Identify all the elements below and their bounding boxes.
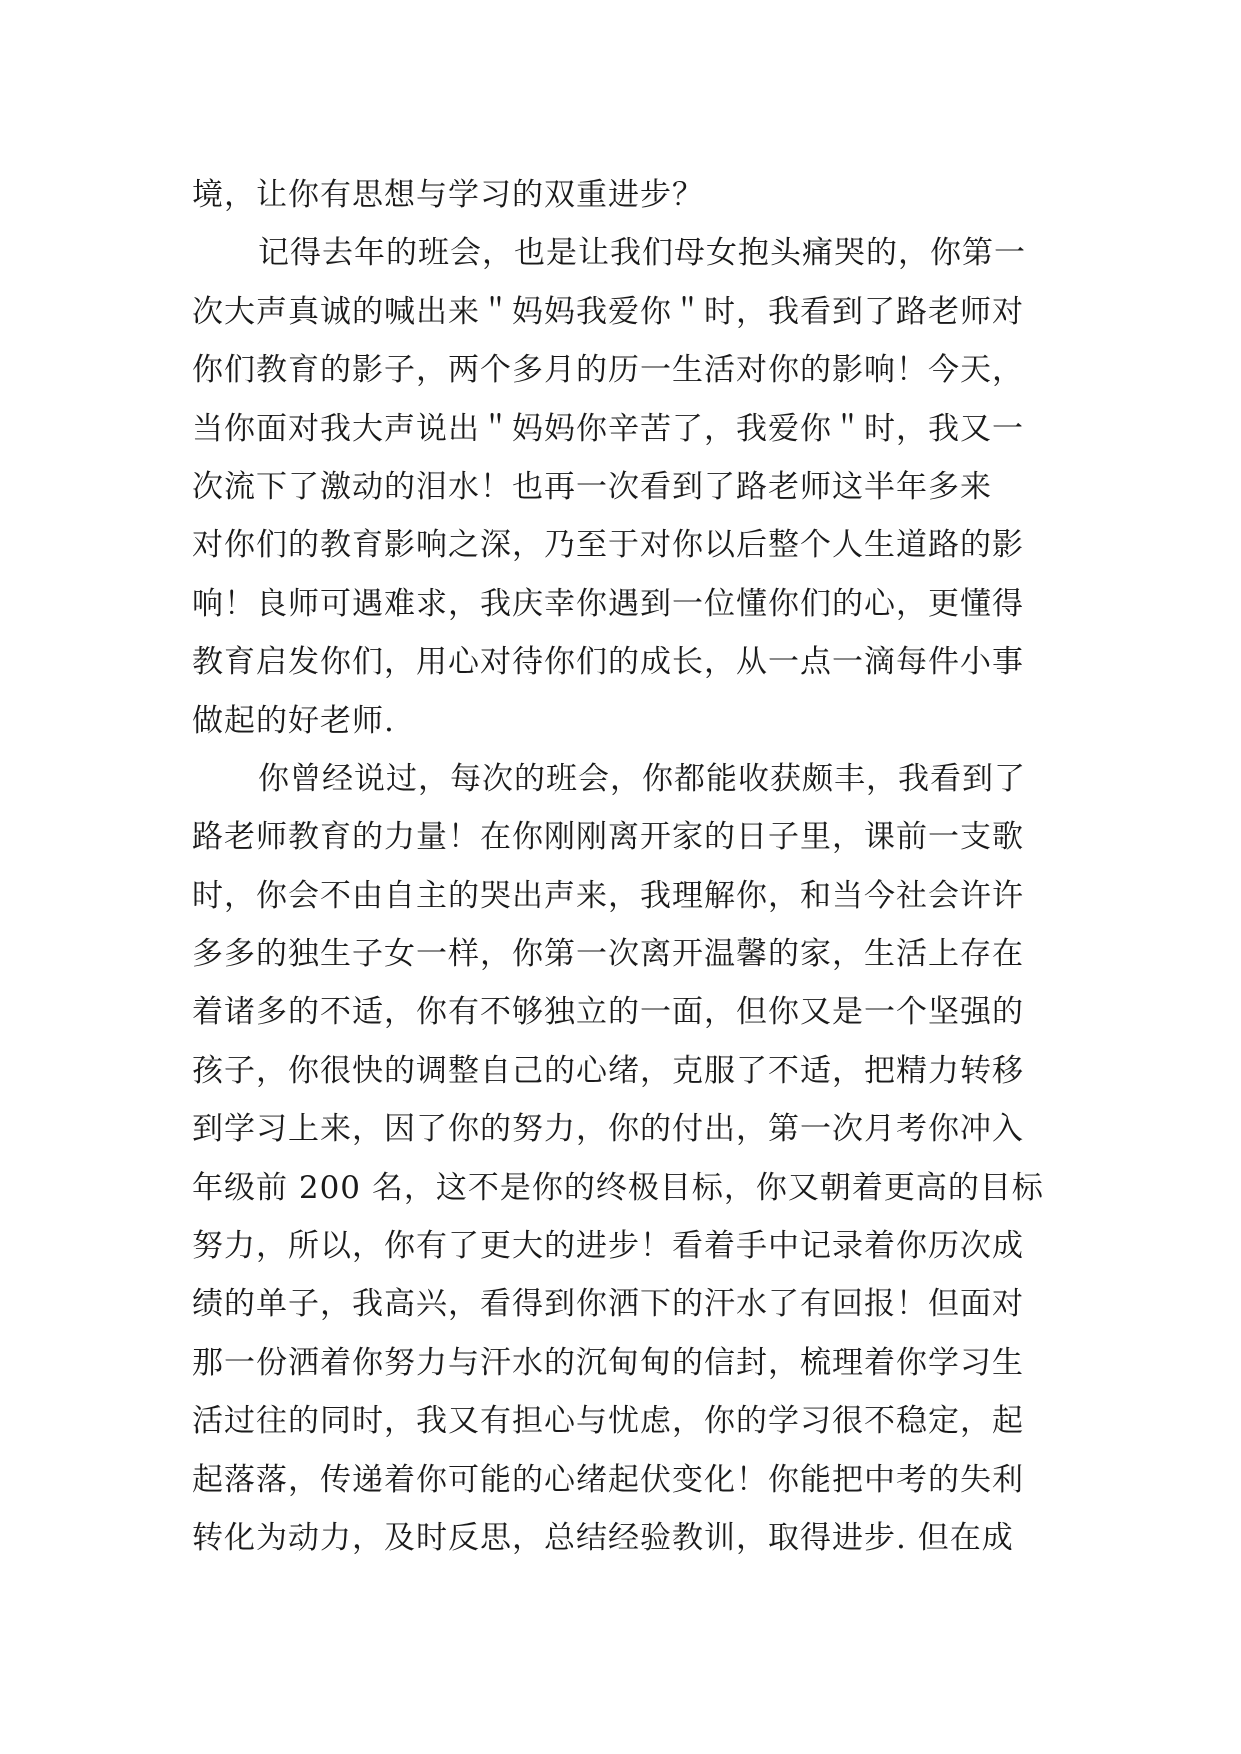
text-line: 路老师教育的力量！在你刚刚离开家的日子里，课前一支歌	[192, 819, 1024, 856]
text-line: 响！良师可遇难求，我庆幸你遇到一位懂你们的心，更懂得	[192, 585, 1024, 622]
paragraph-start-line: 你曾经说过，每次的班会，你都能收获颇丰，我看到了	[258, 760, 1026, 797]
text-line: 你们教育的影子，两个多月的历一生活对你的影响！今天，	[192, 352, 1024, 389]
text-line: 当你面对我大声说出＂妈妈你辛苦了，我爱你＂时，我又一	[192, 410, 1024, 447]
text-line: 到学习上来，因了你的努力，你的付出，第一次月考你冲入	[192, 1111, 1024, 1148]
text-line: 年级前 200 名，这不是你的终极目标，你又朝着更高的目标	[192, 1169, 1044, 1206]
text-line: 对你们的教育影响之深，乃至于对你以后整个人生道路的影	[192, 527, 1024, 564]
text-line: 多多的独生子女一样，你第一次离开温馨的家，生活上存在	[192, 936, 1024, 973]
text-line: 那一份洒着你努力与汗水的沉甸甸的信封，梳理着你学习生	[192, 1344, 1024, 1381]
text-line: 次流下了激动的泪水！也再一次看到了路老师这半年多来	[192, 468, 992, 505]
text-line: 起落落，传递着你可能的心绪起伏变化！你能把中考的失利	[192, 1461, 1024, 1498]
body-text	[192, 166, 1052, 1567]
text-line: 绩的单子，我高兴，看得到你洒下的汗水了有回报！但面对	[192, 1286, 1024, 1323]
text-line: 次大声真诚的喊出来＂妈妈我爱你＂时，我看到了路老师对	[192, 293, 1024, 330]
text-line: 着诸多的不适，你有不够独立的一面，但你又是一个坚强的	[192, 994, 1024, 1031]
text-line: 时，你会不由自主的哭出声来，我理解你，和当今社会许许	[192, 877, 1024, 914]
text-line: 教育启发你们，用心对待你们的成长，从一点一滴每件小事	[192, 644, 1024, 681]
text-line: 转化为动力，及时反思，总结经验教训，取得进步. 但在成	[192, 1519, 1014, 1556]
paragraph-start-line: 记得去年的班会，也是让我们母女抱头痛哭的，你第一	[258, 235, 1026, 272]
text-line: 努力，所以，你有了更大的进步！看着手中记录着你历次成	[192, 1228, 1024, 1265]
text-line: 做起的好老师.	[192, 702, 395, 739]
text-line: 活过往的同时，我又有担心与忧虑，你的学习很不稳定，起	[192, 1403, 1024, 1440]
text-line: 孩子，你很快的调整自己的心绪，克服了不适，把精力转移	[192, 1052, 1024, 1089]
text-line: 境，让你有思想与学习的双重进步？	[192, 177, 704, 213]
